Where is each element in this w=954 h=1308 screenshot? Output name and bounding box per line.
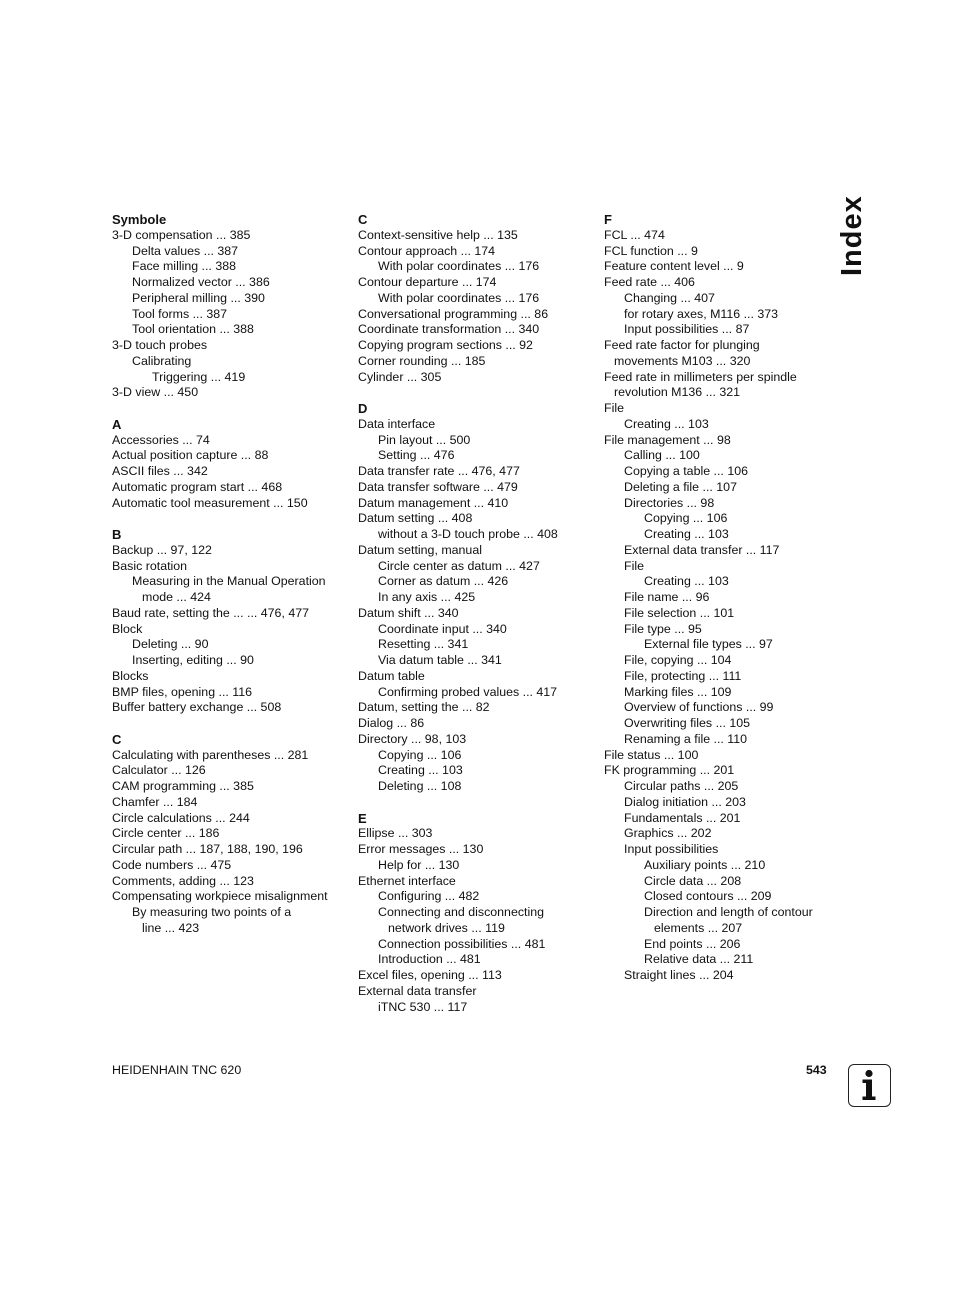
index-entry: Contour approach ... 174 [358, 243, 496, 258]
index-entry: Blocks [112, 668, 149, 683]
index-entry: for rotary axes, M116 ... 373 [624, 306, 779, 321]
section-heading: A [112, 416, 122, 432]
index-entry: Feed rate ... 406 [604, 275, 695, 289]
index-entry: Baud rate, setting the ... ... 476, 477 [112, 605, 310, 620]
index-entry: network drives ... 119 [388, 920, 505, 935]
index-section [112, 732, 348, 937]
index-entry: File, protecting ... 111 [624, 668, 742, 683]
index-entry: Feed rate in millimeters per spindle [604, 369, 797, 384]
index-entry: With polar coordinates ... 176 [378, 259, 540, 274]
index-entry: Input possibilities [624, 842, 719, 856]
index-entry: Accessories ... 74 [112, 432, 210, 447]
index-entry: 3-D compensation ... 385 [112, 227, 251, 242]
index-entry: Resetting ... 341 [378, 637, 469, 652]
index-entry: Comments, adding ... 123 [112, 873, 254, 888]
index-entry: Backup ... 97, 122 [112, 542, 212, 557]
index-entry: Measuring in the Manual Operation [132, 574, 326, 589]
index-entry: Dialog initiation ... 203 [624, 794, 746, 809]
index-entry: Coordinate transformation ... 340 [358, 322, 540, 337]
index-entry: Creating ... 103 [644, 574, 729, 589]
index-entry: Marking files ... 109 [624, 684, 732, 699]
index-entry: BMP files, opening ... 116 [112, 684, 253, 699]
index-entry: Context-sensitive help ... 135 [358, 227, 518, 242]
footer-product-name: HEIDENHAIN TNC 620 [112, 1063, 242, 1077]
index-entry: Directory ... 98, 103 [358, 731, 467, 746]
index-entry: Excel files, opening ... 113 [358, 968, 502, 982]
index-entry: FK programming ... 201 [604, 763, 735, 778]
index-entry: iTNC 530 ... 117 [378, 999, 468, 1014]
index-entry: End points ... 206 [644, 936, 741, 951]
index-entry: Triggering ... 419 [152, 369, 246, 384]
index-column-3 [604, 212, 840, 1000]
index-entry: Input possibilities ... 87 [624, 322, 750, 337]
index-entry: Basic rotation [112, 558, 188, 573]
index-entry: Feature content level ... 9 [604, 259, 744, 274]
index-entry: Copying program sections ... 92 [358, 338, 533, 352]
index-entry: Help for ... 130 [378, 857, 460, 872]
index-entry: mode ... 424 [142, 590, 211, 604]
index-entry: ASCII files ... 342 [112, 464, 208, 478]
index-section [112, 417, 348, 512]
index-entry: File name ... 96 [624, 590, 710, 604]
section-heading: Symbole [112, 212, 167, 227]
index-entry: Renaming a file ... 110 [624, 731, 748, 746]
section-heading: B [112, 527, 122, 542]
index-entry: 3-D view ... 450 [112, 385, 199, 400]
index-entry: Corner rounding ... 185 [358, 353, 486, 368]
index-entry: Ellipse ... 303 [358, 826, 433, 841]
side-title: Index [836, 195, 868, 276]
index-entry: Via datum table ... 341 [378, 653, 502, 667]
index-entry: Deleting ... 108 [378, 779, 462, 793]
index-entry: Straight lines ... 204 [624, 968, 734, 982]
index-entry: Tool forms ... 387 [132, 306, 228, 321]
index-entry: External file types ... 97 [644, 637, 773, 652]
index-entry: Connection possibilities ... 481 [378, 936, 546, 951]
section-heading: D [358, 401, 368, 416]
index-entry: Coordinate input ... 340 [378, 621, 507, 636]
index-entry: Circle data ... 208 [644, 873, 742, 888]
index-entry: Introduction ... 481 [378, 952, 481, 967]
index-entry: Block [112, 621, 143, 636]
index-entry: With polar coordinates ... 176 [378, 290, 540, 305]
index-entry: Tool orientation ... 388 [132, 322, 254, 337]
index-entry: File, copying ... 104 [624, 653, 732, 667]
index-entry: Conversational programming ... 86 [358, 306, 549, 321]
index-entry: Data interface [358, 416, 436, 431]
index-entry: Contour departure ... 174 [358, 275, 497, 289]
index-entry: External data transfer ... 117 [624, 542, 780, 557]
index-entry: Pin layout ... 500 [378, 432, 471, 447]
index-entry: Delta values ... 387 [132, 243, 239, 258]
index-entry: File [604, 401, 624, 415]
index-column-1 [112, 212, 348, 952]
index-entry: Peripheral milling ... 390 [132, 290, 265, 305]
index-entry: Buffer battery exchange ... 508 [112, 700, 282, 715]
index-entry: Creating ... 103 [378, 763, 463, 778]
index-entry: Corner as datum ... 426 [378, 574, 509, 589]
index-entry: Fundamentals ... 201 [624, 810, 741, 825]
index-entry: Calculator ... 126 [112, 763, 206, 778]
index-entry: Datum, setting the ... 82 [358, 700, 490, 715]
index-entry: Automatic program start ... 468 [112, 479, 283, 494]
index-column-2 [358, 212, 594, 1031]
index-section [604, 212, 840, 984]
index-entry: Datum setting ... 408 [358, 511, 473, 526]
index-entry: Closed contours ... 209 [644, 889, 772, 904]
index-entry: Copying ... 106 [644, 511, 728, 526]
index-entry: Deleting a file ... 107 [624, 479, 737, 494]
index-entry: Datum management ... 410 [358, 495, 509, 510]
index-entry: Circle center as datum ... 427 [378, 558, 540, 573]
index-entry: Circular paths ... 205 [624, 779, 739, 793]
index-entry: 3-D touch probes [112, 338, 208, 352]
index-section [112, 212, 348, 401]
index-entry: Calibrating [132, 353, 192, 368]
info-icon [848, 1064, 891, 1107]
index-entry: movements M103 ... 320 [614, 353, 751, 368]
info-glyph [849, 1065, 889, 1105]
index-entry: Confirming probed values ... 417 [378, 684, 558, 699]
index-entry: In any axis ... 425 [378, 590, 476, 604]
index-entry: Ethernet interface [358, 873, 456, 888]
index-entry: revolution M136 ... 321 [614, 385, 741, 400]
index-entry: Dialog ... 86 [358, 716, 425, 730]
index-entry: without a 3-D touch probe ... 408 [378, 527, 558, 541]
index-entry: Circle calculations ... 244 [112, 810, 250, 825]
index-entry: Datum table [358, 668, 425, 683]
section-heading: F [604, 212, 612, 227]
index-entry: Directories ... 98 [624, 495, 715, 510]
index-entry: FCL ... 474 [604, 227, 665, 242]
index-entry: Calling ... 100 [624, 448, 700, 463]
index-entry: Overwriting files ... 105 [624, 716, 751, 730]
index-entry: Inserting, editing ... 90 [132, 653, 254, 667]
index-entry: Creating ... 103 [644, 527, 729, 541]
index-entry: Normalized vector ... 386 [132, 275, 270, 289]
index-entry: Configuring ... 482 [378, 889, 480, 904]
index-entry: Connecting and disconnecting [378, 905, 545, 919]
index-entry: Relative data ... 211 [644, 952, 754, 967]
index-entry: elements ... 207 [654, 920, 743, 935]
index-entry: Datum shift ... 340 [358, 605, 459, 620]
index-entry: Circle center ... 186 [112, 826, 220, 841]
index-section [358, 401, 594, 795]
section-heading: C [112, 731, 122, 747]
index-entry: Cylinder ... 305 [358, 369, 442, 384]
index-entry: Data transfer software ... 479 [358, 479, 518, 494]
index-entry: Compensating workpiece misalignment [112, 889, 328, 904]
index-entry: Code numbers ... 475 [112, 857, 232, 872]
index-entry: File management ... 98 [604, 432, 731, 447]
index-entry: Overview of functions ... 99 [624, 700, 774, 715]
index-entry: line ... 423 [142, 920, 200, 935]
index-entry: Error messages ... 130 [358, 842, 484, 856]
page-number: 543 [806, 1063, 827, 1077]
index-entry: By measuring two points of a [132, 905, 292, 919]
index-entry: FCL function ... 9 [604, 243, 698, 258]
index-entry: Calculating with parentheses ... 281 [112, 747, 309, 762]
index-entry: Setting ... 476 [378, 448, 455, 463]
index-entry: Actual position capture ... 88 [112, 448, 269, 463]
index-entry: Datum setting, manual [358, 542, 482, 557]
index-entry: Auxiliary points ... 210 [644, 857, 766, 872]
index-entry: External data transfer [358, 983, 477, 998]
index-entry: Deleting ... 90 [132, 637, 209, 652]
index-entry: File status ... 100 [604, 747, 699, 762]
index-entry: Changing ... 407 [624, 290, 715, 305]
index-entry: Data transfer rate ... 476, 477 [358, 464, 520, 478]
index-entry: Graphics ... 202 [624, 826, 712, 841]
index-entry: Circular path ... 187, 188, 190, 196 [112, 842, 303, 856]
index-section [358, 811, 594, 1016]
index-entry: Direction and length of contour [644, 905, 813, 919]
index-entry: Copying a table ... 106 [624, 464, 748, 478]
section-heading: C [358, 212, 368, 227]
index-entry: File [624, 558, 644, 573]
index-entry: Chamfer ... 184 [112, 794, 198, 809]
index-entry: Copying ... 106 [378, 747, 462, 762]
index-entry: CAM programming ... 385 [112, 779, 254, 793]
section-heading: E [358, 810, 367, 826]
index-section [358, 212, 594, 385]
index-entry: Creating ... 103 [624, 416, 709, 431]
index-entry: Automatic tool measurement ... 150 [112, 495, 308, 510]
index-entry: File type ... 95 [624, 621, 702, 636]
index-entry: File selection ... 101 [624, 605, 735, 620]
index-section [112, 527, 348, 716]
index-entry: Feed rate factor for plunging [604, 338, 760, 352]
index-entry: Face milling ... 388 [132, 259, 236, 274]
